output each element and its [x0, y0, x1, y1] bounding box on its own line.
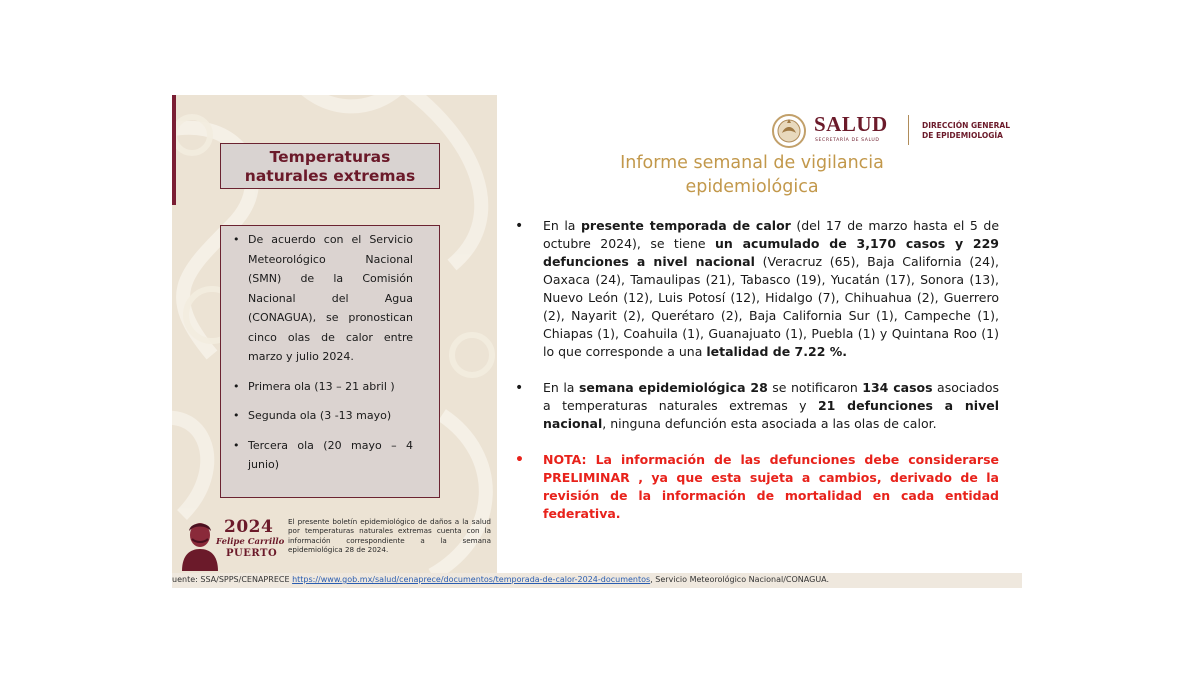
- season-highlight-2: un acumulado de 3,170 casos y 229 defunciones a nivel nacional: [543, 236, 999, 269]
- brand-subtitle: SECRETARÍA DE SALUD: [815, 138, 880, 143]
- season-text-1: En la: [543, 218, 581, 233]
- heat-waves-box: [220, 225, 440, 498]
- preliminary-note: • NOTA: La información de las defunciones debe considerarse PRELIMINAR , ya que esta sujeta a cambios, derivado de la revisión de la información de mortalidad en cada entidad federativa.: [515, 451, 999, 523]
- section-title-line1: Temperaturas: [269, 148, 391, 166]
- logo-2024: [176, 515, 288, 571]
- page-title: [582, 151, 922, 199]
- report-bullets: [515, 217, 999, 541]
- season-highlight-1: presente temporada de calor: [580, 218, 791, 233]
- week-cases: 134 casos: [862, 380, 933, 395]
- page-title-line2: epidemiológica: [685, 177, 819, 197]
- list-item: • Segunda ola (3 -13 mayo): [233, 406, 413, 426]
- left-panel: [172, 95, 497, 573]
- bulletin-caption: El presente boletín epidemiológico de daños a la salud por temperaturas naturales extremas cuenta con la información correspondiente a la semana epidemiológica 28 de 2024.: [288, 517, 491, 555]
- week-text-3: asociados a temperaturas naturales extremas y: [543, 380, 999, 413]
- week-text-4: , ninguna defunción esta asociada a las olas de calor.: [602, 416, 937, 431]
- salud-logo: [770, 113, 1020, 149]
- coat-of-arms-icon: [770, 113, 808, 149]
- logo-name-2: PUERTO: [226, 548, 278, 559]
- section-title-line2: naturales extremas: [244, 167, 416, 185]
- department-line2: DE EPIDEMIOLOGÍA: [922, 131, 1003, 140]
- logo-name-1: Felipe Carrillo: [216, 537, 285, 547]
- week-summary: [515, 379, 999, 433]
- week-deaths: 21 defunciones a nivel nacional: [543, 398, 999, 431]
- week-text-1: En la: [543, 380, 579, 395]
- department-name: [922, 121, 1010, 141]
- slide: [172, 95, 1022, 588]
- logo-year: 2024: [224, 517, 274, 537]
- page-title-line1: Informe semanal de vigilancia: [620, 153, 884, 173]
- heat-waves-list: [233, 230, 413, 485]
- brand-name: SALUD: [814, 112, 888, 136]
- season-summary: [515, 217, 999, 361]
- logo-divider: [908, 115, 909, 145]
- week-highlight-1: semana epidemiológica 28: [578, 380, 768, 395]
- source-prefix: uente: SSA/SPPS/CENAPRECE: [172, 575, 293, 584]
- source-footer: [172, 574, 829, 586]
- week-text-2: se notificaron: [767, 380, 863, 395]
- section-title-box: [220, 143, 440, 189]
- source-link[interactable]: https://www.gob.mx/salud/cenaprece/documentos/temporada-de-calor-2024-documentos: [292, 575, 651, 584]
- list-item: • Primera ola (13 – 21 abril ): [233, 377, 413, 397]
- season-text-2: (del 17 de marzo hasta el 5 de octubre 2024), se tiene: [543, 218, 1000, 251]
- season-text-3: (Veracruz (65), Baja California (24), Oaxaca (24), Tamaulipas (21), Tabasco (19), Yucatán (17), Sonora (13), Nuevo León (12), Luis Potosí (12), Hidalgo (7), Chihuahua (2), Guerrero (2), Nayarit (2), Querétaro (2), Baja California Sur (1), Campeche (1), Chiapas (1), Coahuila (1), Guanajuato (1), Puebla (1) y Quintana Roo (1) lo que corresponde a una: [543, 254, 999, 359]
- list-item: • Tercera ola (20 mayo – 4 junio): [233, 436, 413, 475]
- lethality-value: letalidad de 7.22 %.: [706, 344, 848, 359]
- source-suffix: , Servicio Meteorológico Nacional/CONAGUA.: [650, 575, 830, 584]
- list-item: • De acuerdo con el Servicio Meteorológico Nacional (SMN) de la Comisión Nacional del Agua (CONAGUA), se pronostican cinco olas de calor entre marzo y julio 2024.: [233, 230, 413, 367]
- department-line1: DIRECCIÓN GENERAL: [922, 121, 1011, 130]
- accent-bar: [172, 95, 176, 205]
